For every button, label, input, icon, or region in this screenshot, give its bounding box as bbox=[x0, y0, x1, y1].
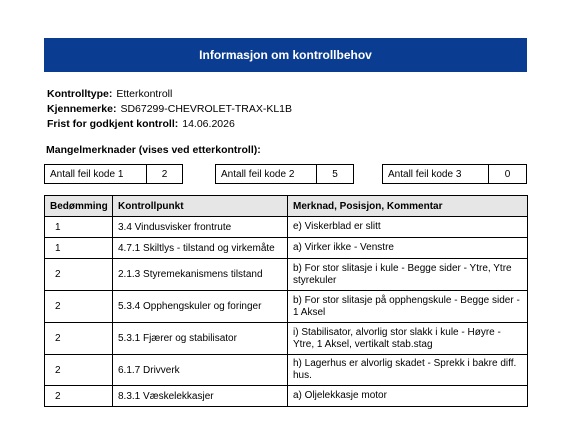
comment-text: e) Viskerblad er slitt bbox=[293, 221, 381, 232]
table-row bbox=[45, 355, 528, 386]
comment-cell bbox=[288, 386, 528, 407]
comment-text: a) Oljelekkasje motor bbox=[293, 390, 387, 401]
rating-cell: 2 bbox=[45, 291, 113, 323]
registration-label: Kjennemerke: bbox=[47, 103, 117, 115]
checkpoint-cell: 8.3.1 Væskelekkasjer bbox=[113, 386, 288, 407]
column-header-comment: Merknad, Posisjon, Kommentar bbox=[288, 196, 528, 217]
control-type-value: Etterkontroll bbox=[116, 88, 173, 100]
deadline-value: 14.06.2026 bbox=[182, 118, 235, 130]
checkpoint-cell: 5.3.4 Opphengskuler og foringer bbox=[113, 291, 288, 323]
checkpoint-cell: 4.7.1 Skiltlys - tilstand og virkemåte bbox=[113, 238, 288, 259]
checkpoint-cell: 6.1.7 Drivverk bbox=[113, 355, 288, 386]
table-row bbox=[45, 259, 528, 291]
count-code-2 bbox=[215, 164, 354, 184]
deadline-label: Frist for godkjent kontroll: bbox=[47, 118, 179, 130]
comment-cell bbox=[288, 238, 528, 259]
rating-cell: 2 bbox=[45, 355, 113, 386]
control-type-line bbox=[47, 87, 292, 102]
defects-table bbox=[44, 195, 528, 407]
comment-cell bbox=[288, 259, 528, 291]
deadline-line bbox=[47, 117, 292, 132]
registration-line bbox=[47, 102, 292, 117]
count-code-1-value: 2 bbox=[146, 164, 183, 184]
comment-text: b) For stor slitasje på opphengskule - Begge sider - 1 Aksel bbox=[293, 294, 520, 318]
column-header-checkpoint: Kontrollpunkt bbox=[113, 196, 288, 217]
checkpoint-cell: 3.4 Vindusvisker frontrute bbox=[113, 217, 288, 238]
count-code-3-value: 0 bbox=[488, 164, 527, 184]
count-code-1 bbox=[44, 164, 183, 184]
comment-cell bbox=[288, 355, 528, 386]
count-code-3 bbox=[382, 164, 527, 184]
table-header-row bbox=[45, 196, 528, 217]
count-code-1-label: Antall feil kode 1 bbox=[44, 164, 146, 184]
comment-cell bbox=[288, 323, 528, 355]
count-code-2-label: Antall feil kode 2 bbox=[215, 164, 316, 184]
registration-value: SD67299-CHEVROLET-TRAX-KL1B bbox=[120, 103, 293, 115]
vehicle-info bbox=[47, 87, 292, 132]
comment-text: b) For stor slitasje i kule - Begge sider - Ytre, Ytre styrekuler bbox=[293, 262, 512, 286]
column-header-rating: Bedømming bbox=[45, 196, 113, 217]
page-title: Informasjon om kontrollbehov bbox=[199, 48, 372, 62]
table-row bbox=[45, 323, 528, 355]
table-row bbox=[45, 386, 528, 407]
checkpoint-cell: 5.3.1 Fjærer og stabilisator bbox=[113, 323, 288, 355]
defects-heading: Mangelmerknader (vises ved etterkontroll): bbox=[46, 144, 261, 156]
rating-cell: 2 bbox=[45, 386, 113, 407]
comment-cell bbox=[288, 291, 528, 323]
rating-cell: 1 bbox=[45, 217, 113, 238]
control-type-label: Kontrolltype: bbox=[47, 88, 113, 100]
count-code-3-label: Antall feil kode 3 bbox=[382, 164, 488, 184]
table-row bbox=[45, 217, 528, 238]
comment-text: a) Virker ikke - Venstre bbox=[293, 242, 394, 253]
rating-cell: 1 bbox=[45, 238, 113, 259]
comment-text: i) Stabilisator, alvorlig stor slakk i kule - Høyre - Ytre, 1 Aksel, vertikalt stab.stag bbox=[293, 326, 501, 350]
count-code-2-value: 5 bbox=[316, 164, 354, 184]
comment-cell bbox=[288, 217, 528, 238]
checkpoint-cell: 2.1.3 Styremekanismens tilstand bbox=[113, 259, 288, 291]
rating-cell: 2 bbox=[45, 259, 113, 291]
comment-text: h) Lagerhus er alvorlig skadet - Sprekk i bakre diff. hus. bbox=[293, 358, 517, 381]
rating-cell: 2 bbox=[45, 323, 113, 355]
defect-counts bbox=[44, 164, 527, 184]
table-row bbox=[45, 291, 528, 323]
page-title-banner bbox=[44, 38, 527, 72]
table-row bbox=[45, 238, 528, 259]
